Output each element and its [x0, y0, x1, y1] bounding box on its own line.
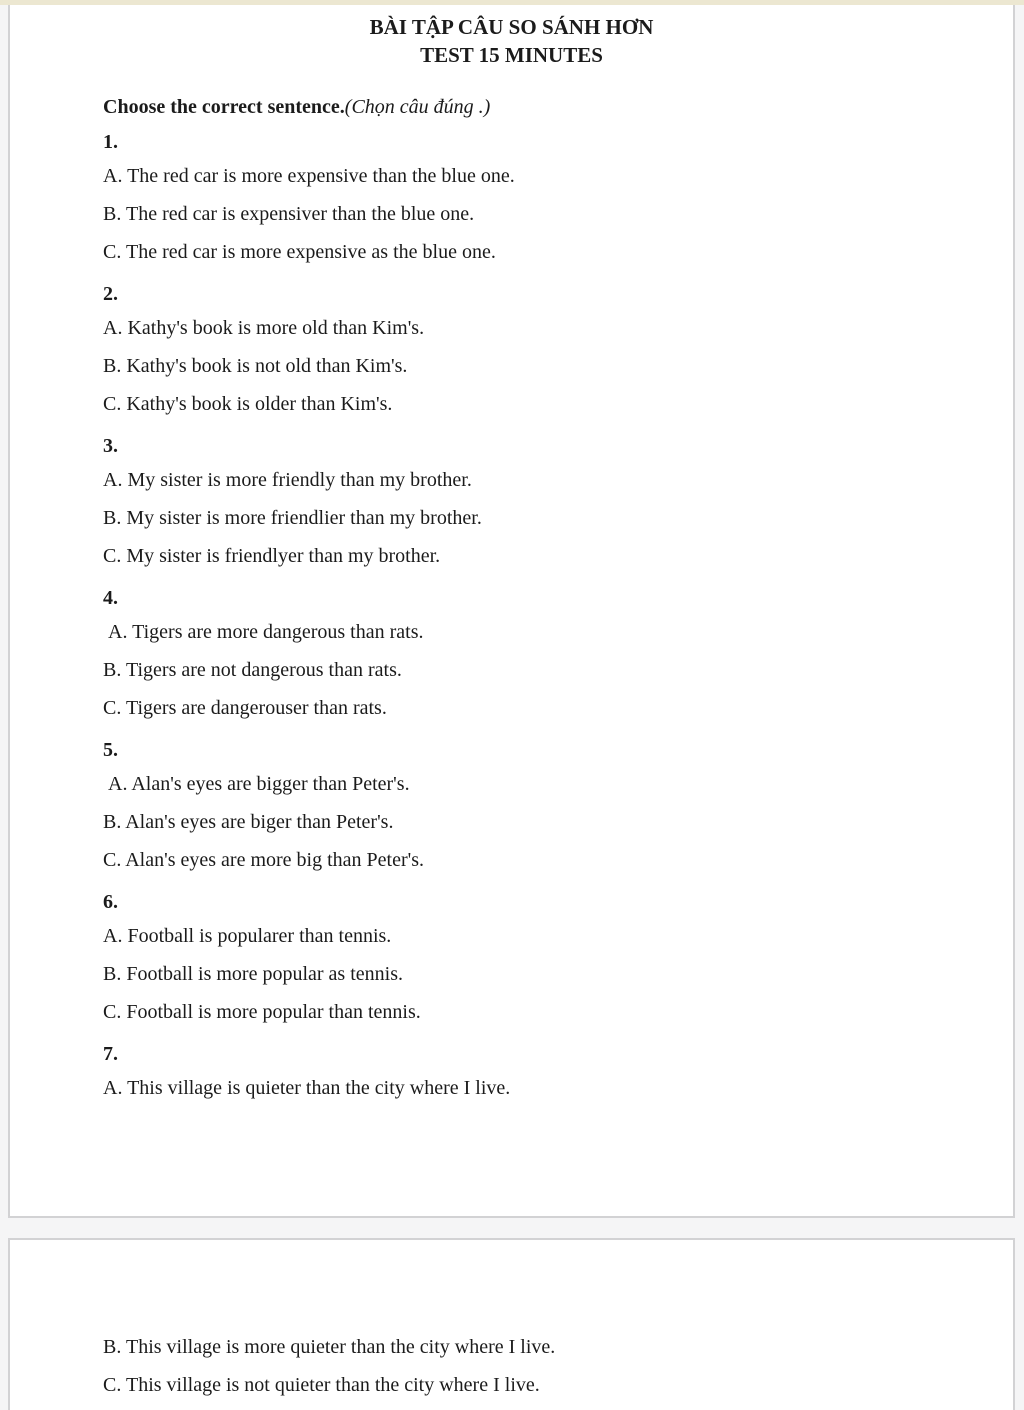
question-3-number: 3.	[103, 435, 118, 457]
question-1-option-c: C. The red car is more expensive as the blue one.	[103, 241, 496, 263]
question-5-option-b: B. Alan's eyes are biger than Peter's.	[103, 811, 394, 833]
question-2-number: 2.	[103, 283, 118, 305]
document-title	[10, 13, 1013, 69]
document-title-line1: BÀI TẬP CÂU SO SÁNH HƠN	[369, 15, 654, 39]
instruction-bold: Choose the correct sentence.	[103, 96, 345, 118]
question-5-option-c: C. Alan's eyes are more big than Peter's.	[103, 849, 425, 871]
question-6-option-b: B. Football is more popular as tennis.	[103, 963, 403, 985]
question-5-number: 5.	[103, 739, 118, 761]
question-6-number: 6.	[103, 891, 118, 913]
question-3-option-c: C. My sister is friendlyer than my brother.	[103, 545, 441, 567]
document-title-line2: TEST 15 MINUTES	[420, 43, 603, 67]
question-2-option-a: A. Kathy's book is more old than Kim's.	[103, 317, 425, 339]
question-2-option-c: C. Kathy's book is older than Kim's.	[103, 393, 393, 415]
question-1-option-b: B. The red car is expensiver than the blue one.	[103, 203, 475, 225]
question-7-option-b: B. This village is more quieter than the city where I live.	[103, 1336, 556, 1358]
document-page-1	[8, 5, 1015, 1218]
question-4-option-a: A. Tigers are more dangerous than rats.	[103, 621, 424, 643]
question-1-option-a: A. The red car is more expensive than the blue one.	[103, 165, 515, 187]
question-7-number: 7.	[103, 1043, 118, 1065]
question-4-number: 4.	[103, 587, 118, 609]
question-5-option-a: A. Alan's eyes are bigger than Peter's.	[103, 773, 410, 795]
instruction-line	[103, 95, 973, 119]
question-4-option-b: B. Tigers are not dangerous than rats.	[103, 659, 402, 681]
question-7-option-c: C. This village is not quieter than the city where I live.	[103, 1374, 540, 1396]
question-6-option-c: C. Football is more popular than tennis.	[103, 1001, 421, 1023]
question-4-option-c: C. Tigers are dangerouser than rats.	[103, 697, 387, 719]
question-2-option-b: B. Kathy's book is not old than Kim's.	[103, 355, 408, 377]
document-page-2	[8, 1238, 1015, 1410]
question-1-number: 1.	[103, 131, 118, 153]
question-7-option-a: A. This village is quieter than the city where I live.	[103, 1077, 511, 1099]
question-6-option-a: A. Football is popularer than tennis.	[103, 925, 392, 947]
instruction-italic: (Chọn câu đúng .)	[344, 96, 491, 118]
question-3-option-b: B. My sister is more friendlier than my brother.	[103, 507, 482, 529]
question-3-option-a: A. My sister is more friendly than my brother.	[103, 469, 472, 491]
